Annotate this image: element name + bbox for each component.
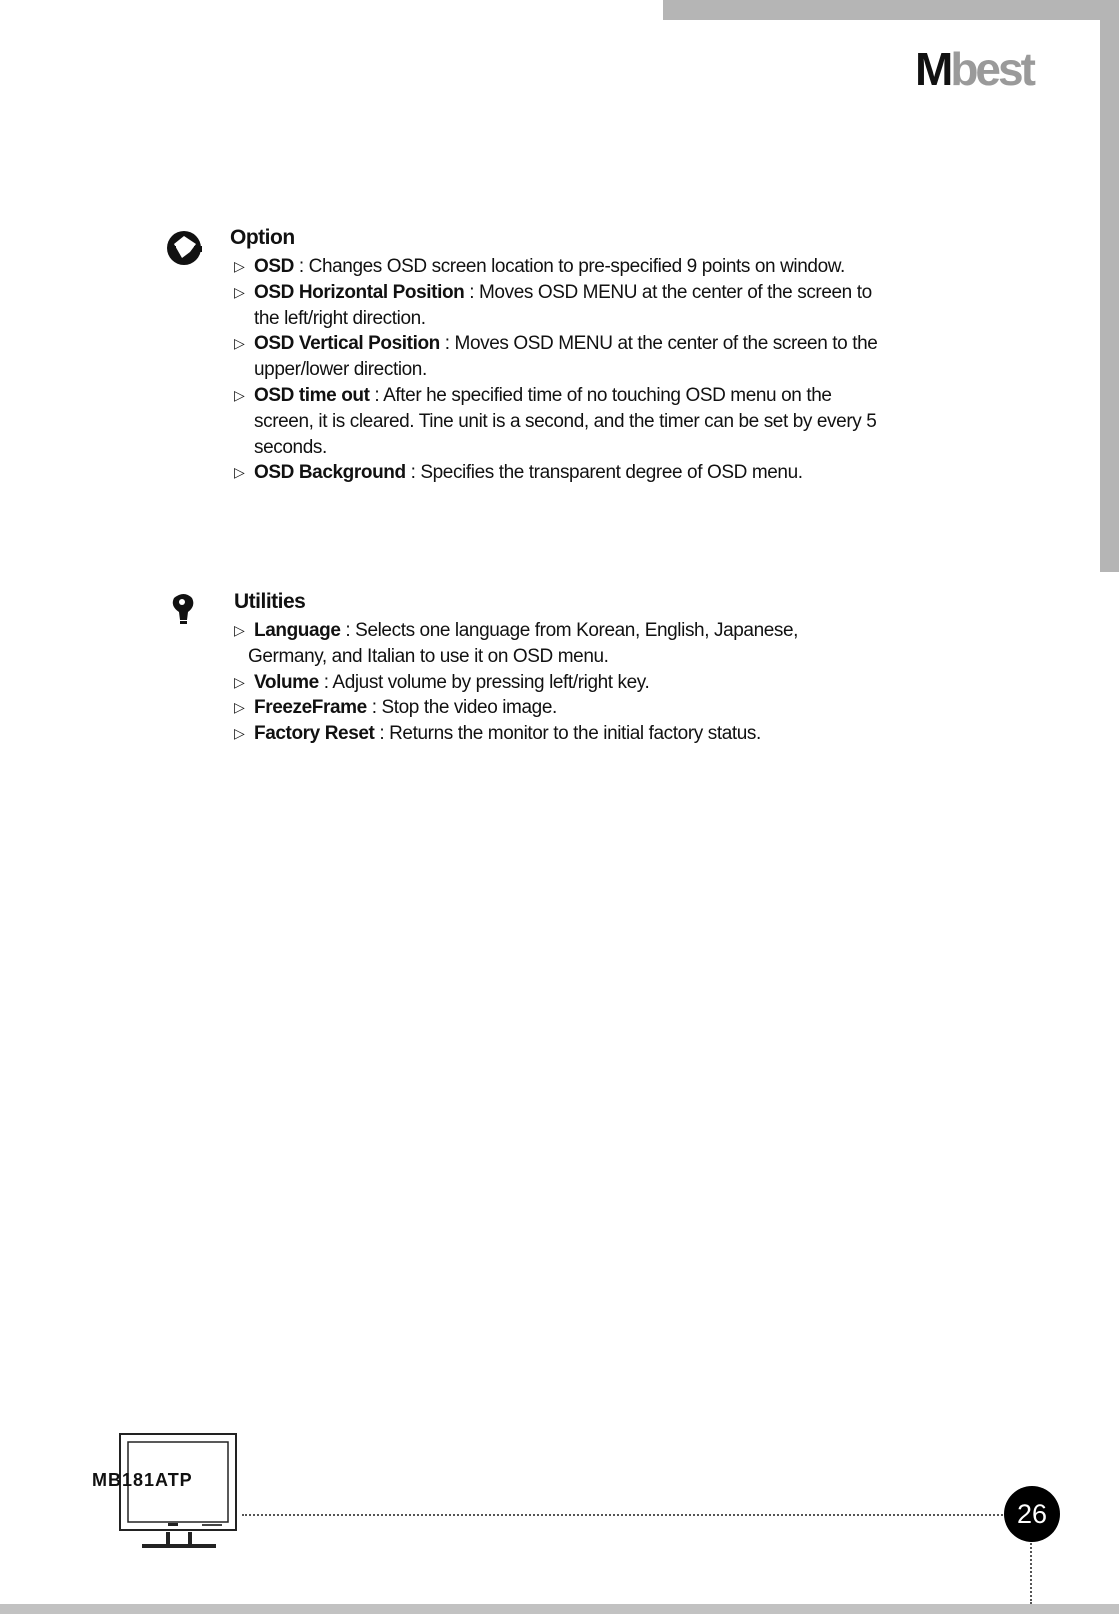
triangle-bullet-icon: ▷ [234, 258, 245, 274]
triangle-bullet-icon: ▷ [234, 283, 245, 300]
list-item [234, 721, 934, 747]
item-desc-cont: screen, it is cleared. Tine unit is a second, and the timer can be set by every 5 seconds. [254, 410, 877, 458]
item-term: OSD Horizontal Position [254, 281, 465, 303]
item-desc: : Stop the video image. [366, 697, 557, 719]
item-desc: : Selects one language from Korean, English, Japanese, [340, 620, 799, 641]
dotted-divider-vertical [1030, 1540, 1032, 1604]
list-item [234, 254, 934, 280]
item-desc: : Specifies the transparent degree of OSD menu. [405, 462, 803, 484]
utilities-title: Utilities [234, 590, 306, 613]
list-item [234, 670, 934, 696]
logo-rest: best [950, 43, 1033, 95]
list-item [234, 695, 934, 721]
triangle-bullet-icon: ▷ [234, 725, 245, 742]
list-item [234, 331, 934, 383]
item-desc: : Adjust volume by pressing left/right key. [318, 671, 650, 693]
item-term: OSD [254, 256, 294, 277]
bottom-decor-bar [0, 1604, 1119, 1614]
utilities-section [160, 588, 960, 758]
top-decor-bar [663, 0, 1119, 20]
right-decor-bar [1100, 20, 1119, 572]
page-number: 26 [1004, 1486, 1060, 1542]
item-desc: : Moves OSD MENU at the center of the screen to [464, 281, 872, 303]
option-list [234, 254, 934, 486]
item-desc: : After he specified time of no touching OSD menu on the [369, 384, 832, 406]
item-term: Factory Reset [254, 723, 375, 745]
item-desc: : Changes OSD screen location to pre-specified 9 points on window. [293, 256, 845, 277]
dotted-divider [242, 1514, 1007, 1516]
triangle-bullet-icon: ▷ [234, 335, 245, 352]
triangle-bullet-icon: ▷ [234, 622, 245, 638]
model-name: MB181ATP [92, 1470, 193, 1490]
item-desc: : Returns the monitor to the initial factory status. [374, 723, 761, 745]
triangle-bullet-icon: ▷ [234, 673, 245, 690]
triangle-bullet-icon: ▷ [234, 699, 245, 716]
list-item [234, 460, 934, 486]
item-term: Language [254, 620, 341, 641]
item-desc: : Moves OSD MENU at the center of the screen to the [439, 333, 878, 355]
item-term: FreezeFrame [254, 697, 367, 719]
option-section [160, 224, 960, 494]
item-term: OSD time out [254, 384, 370, 406]
item-desc-cont: Germany, and Italian to use it on OSD menu. [248, 645, 609, 667]
item-term: OSD Vertical Position [254, 333, 440, 355]
brand-logo [915, 43, 1033, 95]
item-desc-cont: upper/lower direction. [254, 359, 427, 381]
list-item [234, 618, 934, 670]
logo-m: M [915, 43, 951, 95]
item-term: Volume [254, 671, 319, 693]
item-desc-cont: the left/right direction. [254, 307, 426, 329]
option-wrench-icon [160, 224, 208, 272]
triangle-bullet-icon: ▷ [234, 386, 245, 403]
list-item [234, 280, 934, 332]
utilities-bulb-icon [160, 588, 208, 636]
list-item [234, 383, 934, 460]
monitor-icon [118, 1432, 240, 1552]
option-title: Option [230, 226, 295, 249]
utilities-list [234, 618, 934, 747]
triangle-bullet-icon: ▷ [234, 464, 245, 481]
item-term: OSD Background [254, 462, 406, 484]
